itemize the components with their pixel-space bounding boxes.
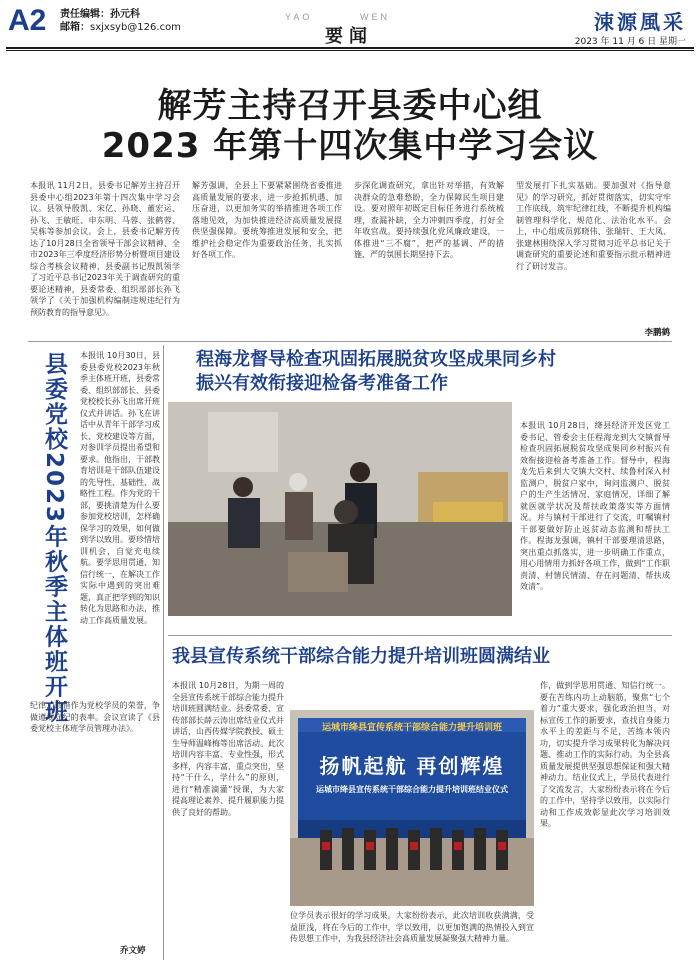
lead-col-1: 本报讯 11月2日，县委书记解芳主持召开县委中心组2023年第十四次集中学习会议。县领导殷凯、宋亿、孙晓、董宏运、孙飞、王敏旺、申东明、马蓉、张鹤蓉、吴栋等参加会议。会上，县委书记解芳传达了10月28日全省领导干部会议精神、全市2023年三季度经济形势分析暨项目建设综合考核会议精神，县委副书记殷凯领学了习近平总书记2023年关于调查研究的重要论述精神，县委常委、组织部部长孙飞领学了《关于加强机构编制违规违纪行为预防教育的指导意见》。 [30,181,180,317]
editor-name: 孙元科 [110,9,140,20]
editor-info [60,8,181,34]
page-number: A2 [8,4,47,37]
propaganda-col-3: 作，做到学思用贯通、知信行统一。要在苦练内功上动脑筋，聚焦“七个着力”重大要求，强化政治担当，对标宣传工作的新要求，查找自身能力水平上的差距与不足，苦练本领内功，切实提升学习成果转化为解决问题、推动工作的实际行动。为全县高质量发展提供坚强思想保证和强大精神动力。结业仪式上，学员代表进行了交流发言，大家纷纷表示将在今后的工作中，坚持学以致用，以实际行动和工作成效彰显此次学习培训效果。 [540,681,670,828]
graduation-photo-scene [290,710,534,906]
poverty-headline-line1: 程海龙督导检查巩固拓展脱贫攻坚成果同乡村 [196,349,556,370]
section-divider [28,341,672,342]
issue-date: 2023 年 11 月 6 日 星期一 [574,37,686,47]
party-school-col-1: 本报讯 10月30日，县委县委党校2023年秋季主体班开班，县委常委、组织部部长、县委党校校长孙飞出席开班仪式并讲话。孙飞在讲话中从青年干部学习成长、党校建设等方面，对参训学员提出希望和要求。他指出，干部教育培训是干部队伍建设的先导性、基础性、战略性工程。作为党的干部，要挑清楚为什么要参加党校培训，怎样确保学习的效果，如何做到学以致用。要珍惜培训机会，自觉充电续航。要学思用贯通、知信行统一，在解决工作实际中遇到的突出难题，真正把学到的知识转化为思路和办法，推动工作高质量发展。 [80,351,160,625]
editor-label: 责任编辑： [60,9,110,20]
editor-email[interactable]: sxjxsyb@126.com [90,22,181,33]
lead-headline-line2: 2023 年第十四次集中学习会议 [101,126,599,166]
header-rule [6,47,694,49]
poverty-body: 本报讯 10月28日，绛县经济开发区党工委书记、管委会主任程海龙到大交镇督导检查巩固拓展脱贫攻坚成果同乡村振兴有效衔接迎检备考准备工作。督导中，程海龙先后来到大交镇大交村、续鲁村深入村监测户、脱贫户家中，询问监测户、脱贫户的生产生活情况、家庭情况，详细了解就医就学状况及帮扶政策落实等方面情况。并与镇村干部进行了交流，叮嘱镇村干部要做好防止返贫动态监测和帮扶工作。程海龙强调，镇村干部要理清思路，突出重点抓落实，进一步明确工作重点，用心用情用力抓好各项工作，做到“工作职责清、村情民情清、存在问题清、帮扶成效清”。 [520,421,670,591]
header-rule-thin [6,50,694,51]
pinyin-wen: WEN [360,12,390,22]
banner-top-text: 运城市绛县宣传系统干部综合能力提升培训班 [321,723,502,733]
inspection-photo-scene [168,402,512,616]
banner-subtitle: 运城市绛县宣传系统干部综合能力提升培训班结业仪式 [316,785,508,794]
lead-signature: 李鹏鹤 [644,328,670,338]
propaganda-col-2: 位学员表示很好的学习成果。大家纷纷表示，此次培训收获满满，受益匪浅，将在今后的工作中，学以致用，以更加饱满的热情投入到宣传思想工作中，为我县经济社会高质量发展凝聚强大精神力量。 [290,911,534,943]
party-school-col-2: 纪律，珍惜作为党校学员的荣誉，争做遵规守纪的表率。会议宣读了《县委党校主体班学员管理办法》。 [30,701,160,733]
lead-col-2: 解芳强调，全县上下要紧紧围绕省委推进高质量发展的要求，进一步抢抓机遇、加压奋进，以更加务实的举措推进各项工作落地见效，为加快推进经济高质量发展提供坚强保障。要统筹推进发展和安全，把维护社会稳定作为重要政治任务，扎实抓好各项工作。 [192,181,342,259]
propaganda-headline: 我县宣传系统干部综合能力提升培训班圆满结业 [172,646,550,667]
poverty-headline-line2: 振兴有效衔接迎检备考准备工作 [196,373,448,394]
inspection-photo [168,402,512,616]
party-school-vertical-title: 县委党校2023年秋季主体班开班 [41,352,67,725]
pinyin-yao: YAO [285,12,313,22]
party-school-signature: 乔文婷 [120,946,146,956]
email-label: 邮箱： [60,22,90,33]
column-divider [163,345,164,960]
lead-col-4: 型发展打下扎实基础。要加强对《指导意见》的学习研究，抓好贯彻落实，切实守牢工作底线，筑牢纪律红线，不断提升机构编制管理科学化、规范化、法治化水平。会上，中心组成员郭晓伟、张瑞轩、王大凤、张建林围绕深入学习贯彻习近平总书记关于调查研究的重要论述和重要指示批示精神进行了研讨发言。 [516,181,671,271]
newspaper-brand: 涑源風采 [594,10,686,34]
section-title: 要闻 [325,26,373,47]
lead-headline-line1: 解芳主持召开县委中心组 [157,86,543,126]
graduation-photo [290,710,534,906]
section-divider-2 [168,635,672,636]
propaganda-col-1: 本报讯 10月28日，为期一周的全县宣传系统干部综合能力提升培训班圆满结业。县委常委、宣传部部长薛云涛出席结业仪式并讲话，山西传媒学院教授、硕士生导师温峰梅等出席活动。此次培训内容丰富、专业性强，形式多样，内容丰富，重点突出，坚持“干什么，学什么”的原则，进行“精准滴灌”授课，为大家提高理论素养、提升履职能力提供了良好的帮助。 [172,681,284,817]
banner-slogan: 扬帆起航 再创辉煌 [319,754,505,778]
lead-col-3: 步深化调查研究，拿出针对举措，有效解决群众的急难愁盼，全力保障民生项目建设。要对照年初既定目标任务进行系统梳理，查漏补缺，全力冲刺四季度，打好全年收官战。要持续强化党风廉政建设，一体推进“三不腐”，把严的基调、严的措施、严的氛围长期坚持下去。 [354,181,504,259]
